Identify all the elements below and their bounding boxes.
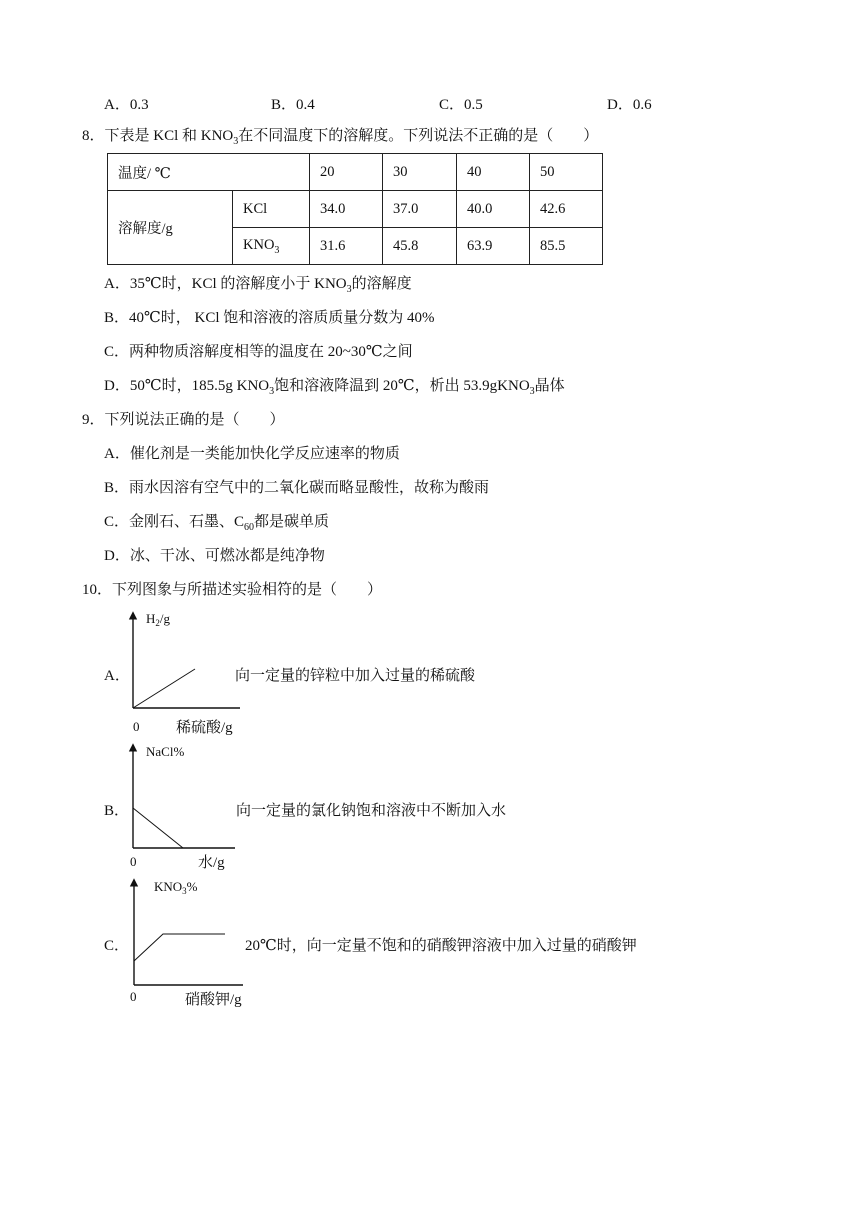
solubility-header: 溶解度/g — [108, 191, 233, 265]
kno3-cell: 45.8 — [383, 228, 457, 265]
q9-option-a: A．催化剂是一类能加快化学反应速率的物质 — [104, 446, 400, 462]
q10-option-a-desc: 向一定量的锌粒中加入过量的稀硫酸 — [235, 668, 476, 684]
kno3-label: $KNO_3$ — [233, 228, 310, 265]
q8-option-a: A．35℃时，KCl 的溶解度小于 $KNO_3$的溶解度 — [104, 276, 412, 295]
solubility-table — [107, 153, 603, 265]
temp-cell: 50 — [530, 154, 603, 191]
q10-option-a-letter: A． — [104, 668, 130, 684]
x-axis-label: 水/g — [198, 855, 225, 871]
origin-label: 0 — [133, 719, 140, 734]
q8-stem: 8．下表是 KCl 和 $KNO_3$在不同温度下的溶解度。下列说法不正确的是（ ） — [82, 128, 599, 147]
origin-label: 0 — [130, 854, 137, 869]
q10-stem: 10．下列图象与所描述实验相符的是（ ） — [82, 582, 383, 598]
kno3-cell: 31.6 — [310, 228, 383, 265]
origin-label: 0 — [130, 989, 137, 1004]
q7-option-b: B．0.4 — [271, 97, 315, 113]
curve — [134, 934, 225, 961]
kcl-cell: 40.0 — [457, 191, 530, 228]
kcl-label: KCl — [233, 191, 310, 228]
q9-stem: 9．下列说法正确的是（ ） — [82, 412, 285, 428]
kcl-cell: 42.6 — [530, 191, 603, 228]
q7-option-d: D．0.6 — [607, 97, 652, 113]
kcl-cell: 37.0 — [383, 191, 457, 228]
temp-cell: 40 — [457, 154, 530, 191]
y-axis-label: NaCl% — [146, 744, 185, 759]
q10-option-b-desc: 向一定量的氯化钠饱和溶液中不断加入水 — [236, 803, 507, 819]
q10-option-c-desc: 20℃时，向一定量不饱和的硝酸钾溶液中加入过量的硝酸钾 — [245, 938, 637, 954]
kno3-cell: 85.5 — [530, 228, 603, 265]
q8-option-b: B．40℃时， KCl 饱和溶液的溶质质量分数为 40% — [104, 310, 435, 326]
q10-option-c-letter: C． — [104, 938, 130, 954]
table-row — [108, 191, 603, 228]
y-axis-label: $KNO_3\%$ — [154, 879, 198, 896]
q10-option-b-letter: B． — [104, 803, 130, 819]
q9-option-c: C．金刚石、石墨、$C_{60}$都是碳单质 — [104, 514, 330, 533]
q7-option-c: C．0.5 — [439, 97, 483, 113]
kcl-cell: 34.0 — [310, 191, 383, 228]
temp-cell: 30 — [383, 154, 457, 191]
x-axis-label: 硝酸钾/g — [185, 992, 242, 1008]
q9-option-d: D．冰、干冰、可燃冰都是纯净物 — [104, 548, 325, 564]
temp-cell: 20 — [310, 154, 383, 191]
curve — [133, 808, 183, 848]
q8-option-d: D．50℃时，185.5g $KNO_3$饱和溶液降温到 20℃，析出 53.9gKNO$_3$晶体 — [104, 378, 565, 397]
kno3-cell: 63.9 — [457, 228, 530, 265]
q9-option-b: B．雨水因溶有空气中的二氧化碳而略显酸性，故称为酸雨 — [104, 480, 490, 496]
table-row — [108, 154, 603, 191]
x-axis-label: 稀硫酸/g — [176, 720, 233, 736]
graph-c — [125, 873, 260, 1013]
q8-option-c: C．两种物质溶解度相等的温度在 20~30℃之间 — [104, 344, 413, 360]
q7-option-a: A．0.3 — [104, 97, 149, 113]
temp-header: 温度/ ℃ — [108, 154, 310, 191]
curve — [133, 669, 195, 708]
y-axis-label: $H_2/g$ — [146, 611, 171, 628]
